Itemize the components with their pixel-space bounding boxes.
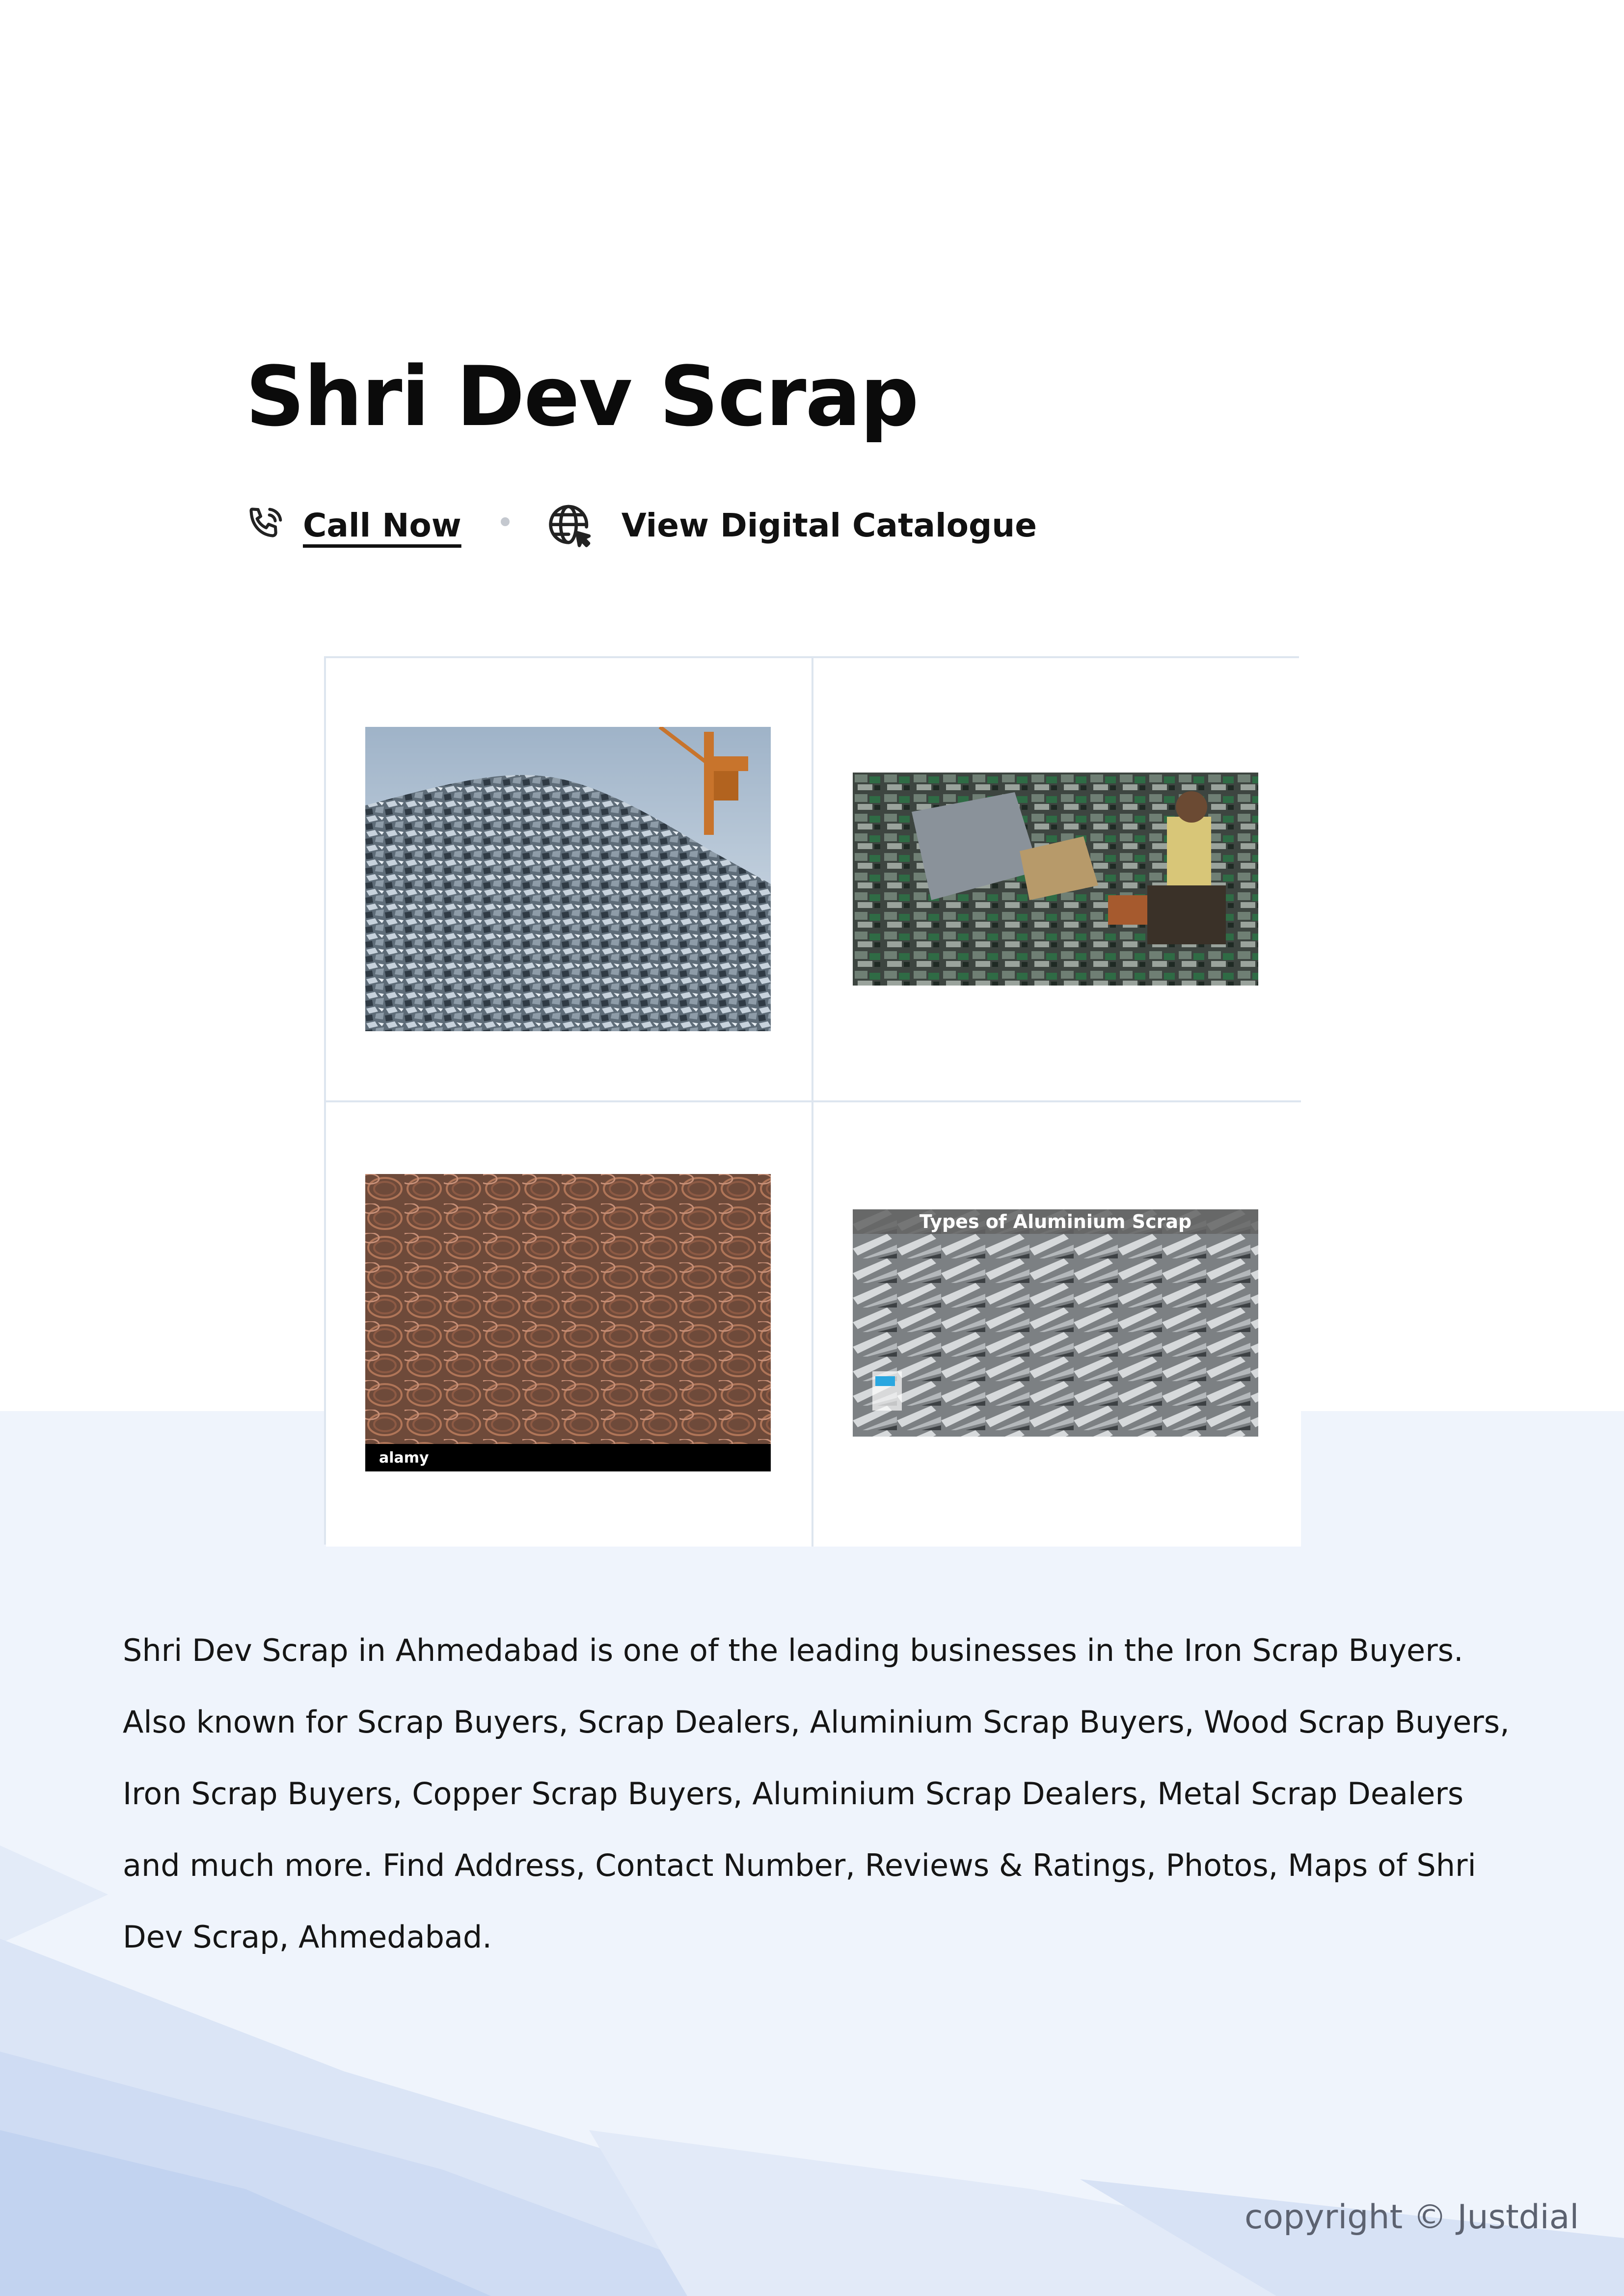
photo-gallery-grid: [324, 656, 1299, 1545]
gallery-cell[interactable]: [326, 658, 813, 1102]
image-caption: Types of Aluminium Scrap: [853, 1209, 1258, 1234]
call-now-label[interactable]: Call Now: [303, 506, 461, 544]
phone-call-icon: [243, 503, 288, 548]
electronic-scrap-photo[interactable]: [853, 773, 1258, 986]
image-watermark: alamy: [379, 1449, 429, 1467]
gallery-cell[interactable]: [813, 1102, 1301, 1547]
watermark-bar: [365, 1444, 771, 1471]
gallery-cell[interactable]: [326, 1102, 813, 1547]
separator-dot: [501, 517, 510, 526]
call-now-button[interactable]: [243, 503, 461, 548]
iron-scrap-heap-photo[interactable]: [365, 727, 771, 1031]
business-name-title: Shri Dev Scrap: [245, 348, 918, 445]
view-digital-catalogue-button[interactable]: [544, 499, 1037, 551]
copper-wire-scrap-photo[interactable]: [365, 1174, 771, 1471]
action-bar: [243, 496, 1037, 555]
business-description: Shri Dev Scrap in Ahmedabad is one of the leading businesses in the Iron Scrap Buyers. Also known for Scrap Buyers, Scrap Dealers, Aluminium Scrap Buyers, Wood Scrap Buyers, Iron Scrap Buyers, Copper Scrap Buyers, Aluminium Scrap Dealers, Metal Scrap Dealers and much more. Find Address, Contact Number, Reviews & Ratings, Photos, Maps of Shri Dev Scrap, Ahmedabad.: [123, 1632, 1510, 1955]
gallery-cell[interactable]: [813, 658, 1301, 1102]
globe-cursor-icon: [544, 499, 596, 551]
aluminium-scrap-photo[interactable]: [853, 1209, 1258, 1437]
view-digital-catalogue-label[interactable]: View Digital Catalogue: [621, 506, 1037, 544]
copyright-footer: copyright © Justdial: [1245, 2198, 1579, 2237]
